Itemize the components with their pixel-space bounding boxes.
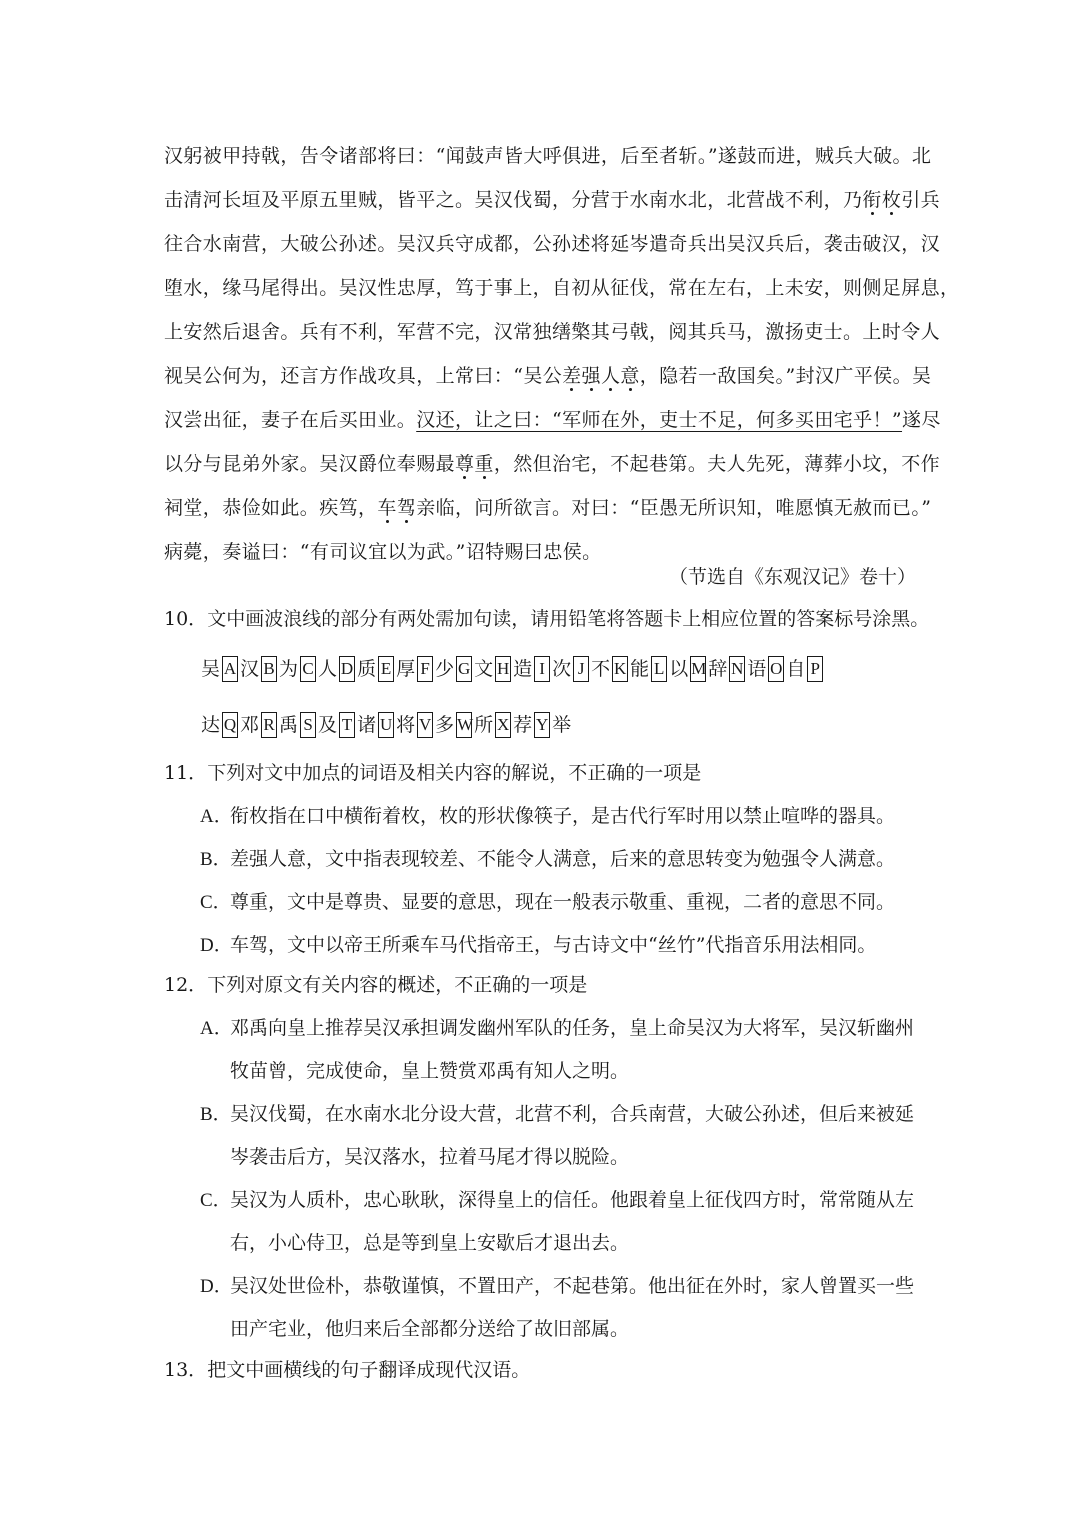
emphasis-dot-char: 意 bbox=[620, 365, 640, 387]
answer-mark-box[interactable]: E bbox=[378, 656, 394, 682]
passage-char: 以 bbox=[669, 658, 689, 680]
passage-char: 能 bbox=[630, 658, 650, 680]
option-label: A． bbox=[200, 1018, 233, 1039]
passage-text: 汉躬被甲持戟，告令诸部将曰：“闻鼓声皆大呼俱进，后至者斩。”遂鼓而进，贼兵大破。北 bbox=[164, 145, 932, 167]
emphasis-dot-char: 驾 bbox=[396, 497, 417, 519]
punctuation-row-2 bbox=[200, 710, 572, 740]
answer-mark-box[interactable]: J bbox=[573, 656, 589, 682]
passage-char: 不 bbox=[591, 658, 611, 680]
passage-text: 以分与昆弟外家。吴汉爵位奉赐最 bbox=[164, 453, 456, 475]
option-label: D． bbox=[200, 1276, 233, 1297]
passage-text: 祠堂，恭俭如此。疾笃， bbox=[164, 497, 378, 519]
passage-line bbox=[164, 398, 941, 442]
option-text: 吴汉处世俭朴，恭敬谨慎，不置田产，不起巷第。他出征在外时，家人曾置买一些 bbox=[230, 1275, 915, 1297]
answer-mark-box[interactable]: M bbox=[690, 656, 706, 682]
answer-mark-box[interactable]: F bbox=[417, 656, 433, 682]
option-c bbox=[200, 887, 920, 918]
emphasis-dot-char: 重 bbox=[474, 453, 494, 475]
passage-text: 亲临，问所欲言。对曰：“臣愚无所识知，唯愿慎无赦而已。” bbox=[416, 497, 932, 519]
option-label: C． bbox=[200, 892, 232, 913]
passage-text: 视吴公何为，还言方作战攻具，上常曰：“吴公 bbox=[164, 365, 563, 387]
option-text-continued: 岑袭击后方，吴汉落水，拉着马尾才得以脱险。 bbox=[230, 1146, 630, 1168]
answer-mark-box[interactable]: H bbox=[495, 656, 511, 682]
passage-char: 将 bbox=[396, 714, 416, 736]
option-text-continued: 田产宅业，他归来后全部都分送给了故旧部属。 bbox=[230, 1318, 630, 1340]
passage-char: 邓 bbox=[240, 714, 260, 736]
passage-char: 辞 bbox=[708, 658, 728, 680]
answer-mark-box[interactable]: A bbox=[222, 656, 238, 682]
answer-mark-box[interactable]: G bbox=[456, 656, 472, 682]
option-a bbox=[200, 1013, 920, 1044]
answer-mark-box[interactable]: N bbox=[729, 656, 745, 682]
option-label: D． bbox=[200, 935, 233, 956]
answer-mark-box[interactable]: V bbox=[417, 712, 433, 738]
passage-char: 厚 bbox=[396, 658, 416, 680]
answer-mark-box[interactable]: Q bbox=[222, 712, 238, 738]
option-label: B． bbox=[200, 849, 232, 870]
option-b bbox=[200, 1099, 920, 1130]
question-10 bbox=[164, 604, 930, 634]
option-d bbox=[200, 1271, 920, 1302]
answer-mark-box[interactable]: D bbox=[339, 656, 355, 682]
passage-char: 次 bbox=[552, 658, 572, 680]
emphasis-dot-char: 尊 bbox=[455, 453, 475, 475]
option-text: 吴汉伐蜀，在水南水北分设大营，北营不利，合兵南营，大破公孙述，但后来被延 bbox=[230, 1103, 915, 1125]
answer-mark-box[interactable]: L bbox=[651, 656, 667, 682]
option-d bbox=[200, 930, 920, 961]
option-text: 邓禹向皇上推荐吴汉承担调发幽州军队的任务，皇上命吴汉为大将军，吴汉斩幽州 bbox=[230, 1017, 915, 1039]
passage-line bbox=[164, 222, 941, 266]
passage-source: （节选自《东观汉记》卷十） bbox=[668, 566, 916, 588]
passage-text: 堕水，缘马尾得出。吴汉性忠厚，笃于事上，自初从征伐，常在左右，上未安，则侧足屏息， bbox=[164, 277, 960, 299]
emphasis-dot-char: 车 bbox=[377, 497, 397, 519]
emphasis-dot-char: 衔 bbox=[862, 189, 882, 211]
question-text: 下列对文中加点的词语及相关内容的解说，不正确的一项是 bbox=[207, 762, 702, 784]
passage-char: 少 bbox=[435, 658, 455, 680]
emphasis-dot-char: 人 bbox=[600, 365, 621, 387]
passage-line bbox=[164, 486, 932, 530]
option-label: B． bbox=[200, 1104, 232, 1125]
option-text: 差强人意，文中指表现较差、不能令人满意，后来的意思转变为勉强令人满意。 bbox=[230, 848, 896, 870]
question-13 bbox=[164, 1355, 924, 1385]
underlined-sentence: 汉还，让之曰：“军师在外，吏士不足，何多买田宅乎！” bbox=[416, 409, 903, 431]
answer-mark-box[interactable]: C bbox=[300, 656, 316, 682]
passage-char: 汉 bbox=[240, 658, 260, 680]
passage-text: 引兵 bbox=[901, 189, 941, 211]
passage-text: 遂尽 bbox=[902, 409, 941, 431]
answer-mark-box[interactable]: R bbox=[261, 712, 277, 738]
answer-mark-box[interactable]: Y bbox=[534, 712, 550, 738]
option-a bbox=[200, 801, 920, 832]
passage-char: 所 bbox=[474, 714, 494, 736]
answer-mark-box[interactable]: X bbox=[495, 712, 511, 738]
passage-line bbox=[164, 178, 941, 222]
passage-char: 荐 bbox=[513, 714, 533, 736]
option-label: A． bbox=[200, 806, 233, 827]
question-text: 把文中画横线的句子翻译成现代汉语。 bbox=[207, 1359, 531, 1381]
question-text: 下列对原文有关内容的概述，不正确的一项是 bbox=[207, 974, 588, 996]
question-number: 13． bbox=[164, 1359, 208, 1381]
passage-char: 造 bbox=[513, 658, 533, 680]
passage-line bbox=[164, 134, 932, 178]
option-text: 尊重，文中是尊贵、显要的意思，现在一般表示敬重、重视，二者的意思不同。 bbox=[230, 891, 896, 913]
option-text-continued: 右，小心侍卫，总是等到皇上安歇后才退出去。 bbox=[230, 1232, 630, 1254]
question-number: 10． bbox=[164, 608, 208, 630]
answer-mark-box[interactable]: T bbox=[339, 712, 355, 738]
answer-mark-box[interactable]: K bbox=[612, 656, 628, 682]
option-text: 衔枚指在口中横衔着枚，枚的形状像筷子，是古代行军时用以禁止喧哗的器具。 bbox=[230, 805, 896, 827]
answer-mark-box[interactable]: S bbox=[300, 712, 316, 738]
passage-char: 文 bbox=[474, 658, 494, 680]
question-11 bbox=[164, 758, 924, 788]
answer-mark-box[interactable]: B bbox=[261, 656, 277, 682]
passage-text: ，隐若一敌国矣。”封汉广平侯。吴 bbox=[639, 365, 932, 387]
passage-char: 多 bbox=[435, 714, 455, 736]
emphasis-dot-char: 枚 bbox=[881, 189, 902, 211]
classical-passage bbox=[164, 134, 960, 574]
passage-char: 自 bbox=[786, 658, 806, 680]
passage-text: ，然但治宅，不起巷第。夫人先死，薄葬小坟，不作 bbox=[493, 453, 941, 475]
emphasis-dot-char: 强 bbox=[581, 365, 601, 387]
option-text-continued: 牧苗曾，完成使命，皇上赞赏邓禹有知人之明。 bbox=[230, 1060, 630, 1082]
passage-char: 人 bbox=[318, 658, 338, 680]
passage-char: 达 bbox=[201, 714, 221, 736]
passage-char: 举 bbox=[552, 714, 572, 736]
answer-mark-box[interactable]: U bbox=[378, 712, 394, 738]
passage-char: 质 bbox=[357, 658, 377, 680]
question-number: 11． bbox=[164, 762, 208, 784]
answer-mark-box[interactable]: O bbox=[768, 656, 784, 682]
passage-char: 语 bbox=[747, 658, 767, 680]
passage-text: 击清河长垣及平原五里贼，皆平之。吴汉伐蜀，分营于水南水北，北营战不利，乃 bbox=[164, 189, 863, 211]
option-text: 车驾，文中以帝王所乘车马代指帝王，与古诗文中“丝竹”代指音乐用法相同。 bbox=[230, 934, 877, 956]
answer-mark-box[interactable]: I bbox=[534, 656, 550, 682]
passage-char: 及 bbox=[318, 714, 338, 736]
question-12 bbox=[164, 970, 924, 1000]
emphasis-dot-char: 差 bbox=[562, 365, 582, 387]
passage-char: 吴 bbox=[201, 658, 221, 680]
passage-text: 病薨，奏谥曰：“有司议宜以为武。”诏特赐曰忠侯。 bbox=[164, 541, 602, 563]
passage-text: 上安然后退舍。兵有不利，军营不完，汉常独缮檠其弓戟，阅其兵马，激扬吏士。上时令人 bbox=[164, 321, 941, 343]
question-number: 12． bbox=[164, 974, 208, 996]
answer-mark-box[interactable]: P bbox=[807, 656, 823, 682]
passage-line bbox=[164, 310, 941, 354]
option-label: C． bbox=[200, 1190, 232, 1211]
passage-char: 禹 bbox=[279, 714, 299, 736]
passage-char: 为 bbox=[279, 658, 299, 680]
passage-line bbox=[164, 354, 932, 398]
passage-char: 诸 bbox=[357, 714, 377, 736]
passage-line bbox=[164, 442, 941, 486]
passage-text: 往合水南营，大破公孙述。吴汉兵守成都，公孙述将延岑遣奇兵出吴汉兵后，袭击破汉，汉 bbox=[164, 233, 941, 255]
passage-line bbox=[164, 266, 960, 310]
option-text: 吴汉为人质朴，忠心耿耿，深得皇上的信任。他跟着皇上征伐四方时，常常随从左 bbox=[230, 1189, 915, 1211]
punctuation-row-1 bbox=[200, 654, 824, 684]
option-b bbox=[200, 844, 920, 875]
answer-mark-box[interactable]: W bbox=[456, 712, 472, 738]
question-text: 文中画波浪线的部分有两处需加句读，请用铅笔将答题卡上相应位置的答案标号涂黑。 bbox=[207, 608, 930, 630]
option-c bbox=[200, 1185, 920, 1216]
passage-text: 汉尝出征，妻子在后买田业。 bbox=[164, 409, 417, 431]
